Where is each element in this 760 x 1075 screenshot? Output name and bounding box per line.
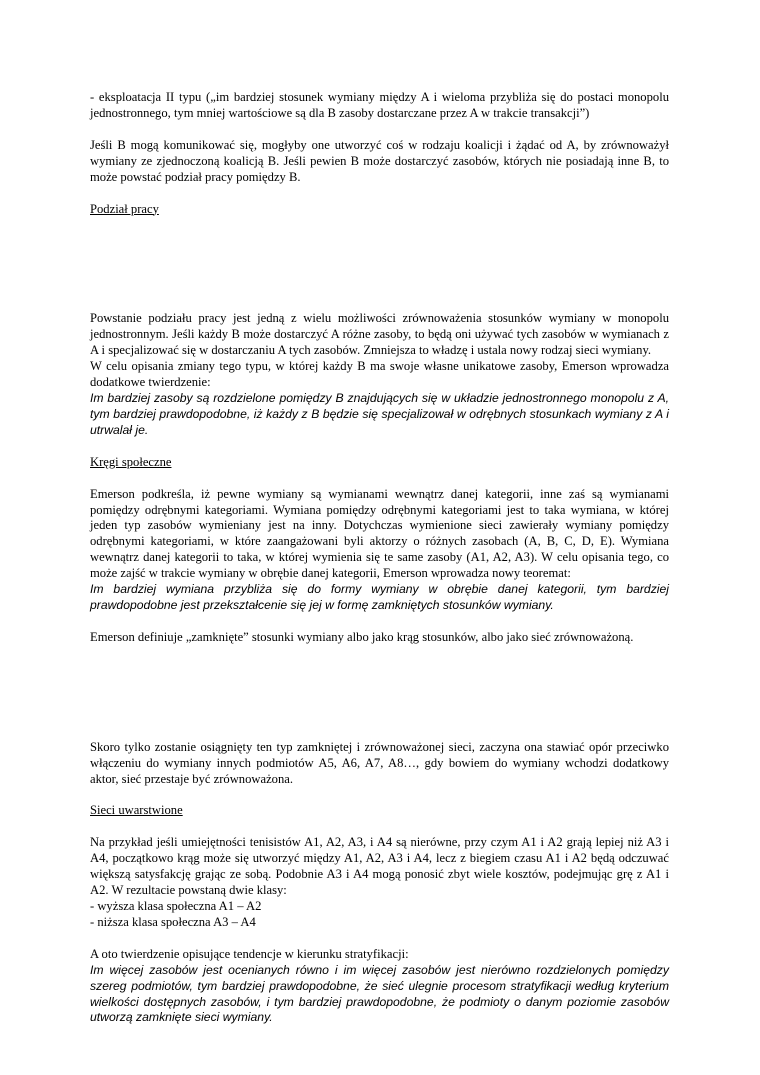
circles-paragraph: Emerson podkreśla, iż pewne wymiany są wymianami wewnątrz danej kategorii, inne zaś są wymianami pomiędzy odrębnymi kategoriami. Wymiana pomiędzy odrębnymi kategoriami jest to taka wymiana, w której jeden typ zasobów wymieniany jest na inny. Dotychczas wymienione sieci zawierały wymiany pomiędzy odrębnymi kategoriami, w które zaangażowani byli aktorzy o różnych zasobach (A, B, C, D, E). Wymiana wewnątrz danej kategorii to taka, w której wymienia się te same zasoby (A1, A2, A3). W celu opisania tego, co może zajść w trakcie wymiany w obrębie danej kategorii, Emerson wprowadza nowy teoremat: — [90, 486, 669, 581]
division-paragraph-1: Powstanie podziału pracy jest jedną z wielu możliwości zrównoważenia stosunków wymiany w monopolu jednostronnym. Jeśli każdy B może dostarczyć A różne zasoby, to będą oni używać tych zasobów w wymianach z A i specjalizować się w dostarczaniu A tych zasobów. Zmniejsza to władzę i ustala nowy rodzaj sieci wymiany. — [90, 311, 669, 358]
division-paragraph-2: W celu opisania zmiany tego typu, w której każdy B ma swoje własne unikatowe zasoby, Emerson wprowadza dodatkowe twierdzenie: — [90, 359, 669, 390]
upper-class-line: - wyższa klasa społeczna A1 – A2 — [90, 899, 262, 913]
division-theorem: Im bardziej zasoby są rozdzielone pomiędzy B znajdujących się w układzie jednostronnego monopolu z A, tym bardziej prawdopodobne, iż każdy z B będzie się specjalizował w odrębnych stosunkach wymiany z A i utrwalał je. — [90, 390, 669, 437]
stratification-paragraph: Na przykład jeśli umiejętności tenisistów A1, A2, A3, i A4 są nierówne, przy czym A1 i A2 grają lepiej niż A3 i A4, początkowo krąg może się utworzyć między A1, A2, A3 i A4, lecz z biegiem czasu A1 i A2 będą odczuwać większą satysfakcję grając ze sobą. Podobnie A3 i A4 mogą ponosić zbyt wiele kosztów, podejmując grę z A1 i A2. W rezultacie powstaną dwie klasy: — [90, 835, 669, 898]
exploitation-type-2: - eksploatacja II typu („im bardziej stosunek wymiany między A i wieloma przybliża się do postaci monopolu jednostronnego, tym mniej wartościowe są dla B zasoby dostarczane przez A w trakcie transakcji”) — [90, 90, 669, 120]
heading-division-of-labor: Podział pracy — [90, 201, 159, 216]
closed-relations-definition: Emerson definiuje „zamknięte” stosunki wymiany albo jako krąg stosunków, albo jako sieć zrównoważoną. — [90, 629, 634, 644]
coalition-paragraph: Jeśli B mogą komunikować się, mogłyby one utworzyć coś w rodzaju koalicji i żądać od A, by zrównoważył wymiany ze zjednoczoną koalicją B. Jeśli pewien B może dostarczyć zasobów, których nie posiadają inne B, to może powstać podział pracy pomiędzy B. — [90, 137, 669, 184]
stratification-theorem: Im więcej zasobów jest ocenianych równo i im więcej zasobów jest nierówno rozdzielonych pomiędzy szereg podmiotów, tym bardziej prawdopodobne, że sieć ulegnie procesom stratyfikacji według kryterium wielkości dostępnych zasobów, i tym bardziej prawdopodobne, że podmioty o danym poziomie zasobów utworzą zamknięte sieci wymiany. — [90, 962, 669, 1025]
closed-network-resistance: Skoro tylko zostanie osiągnięty ten typ zamkniętej i zrównoważonej sieci, zaczyna ona stawiać opór przeciwko włączeniu do wymiany innych podmiotów A5, A6, A7, A8…, gdy bowiem do wymiany wchodzi dodatkowy aktor, sieć przestaje być zrównoważona. — [90, 739, 669, 786]
document-page — [90, 90, 669, 1026]
heading-stratified-networks: Sieci uwarstwione — [90, 803, 183, 818]
circles-theorem: Im bardziej wymiana przybliża się do formy wymiany w obrębie danej kategorii, tym bardziej prawdopodobne jest przekształcenie się jej w formę zamkniętych stosunków wymiany. — [90, 582, 669, 612]
stratification-intro: A oto twierdzenie opisujące tendencje w kierunku stratyfikacji: — [90, 946, 409, 961]
lower-class-line: - niższa klasa społeczna A3 – A4 — [90, 914, 256, 929]
heading-social-circles: Kręgi społeczne — [90, 454, 172, 469]
